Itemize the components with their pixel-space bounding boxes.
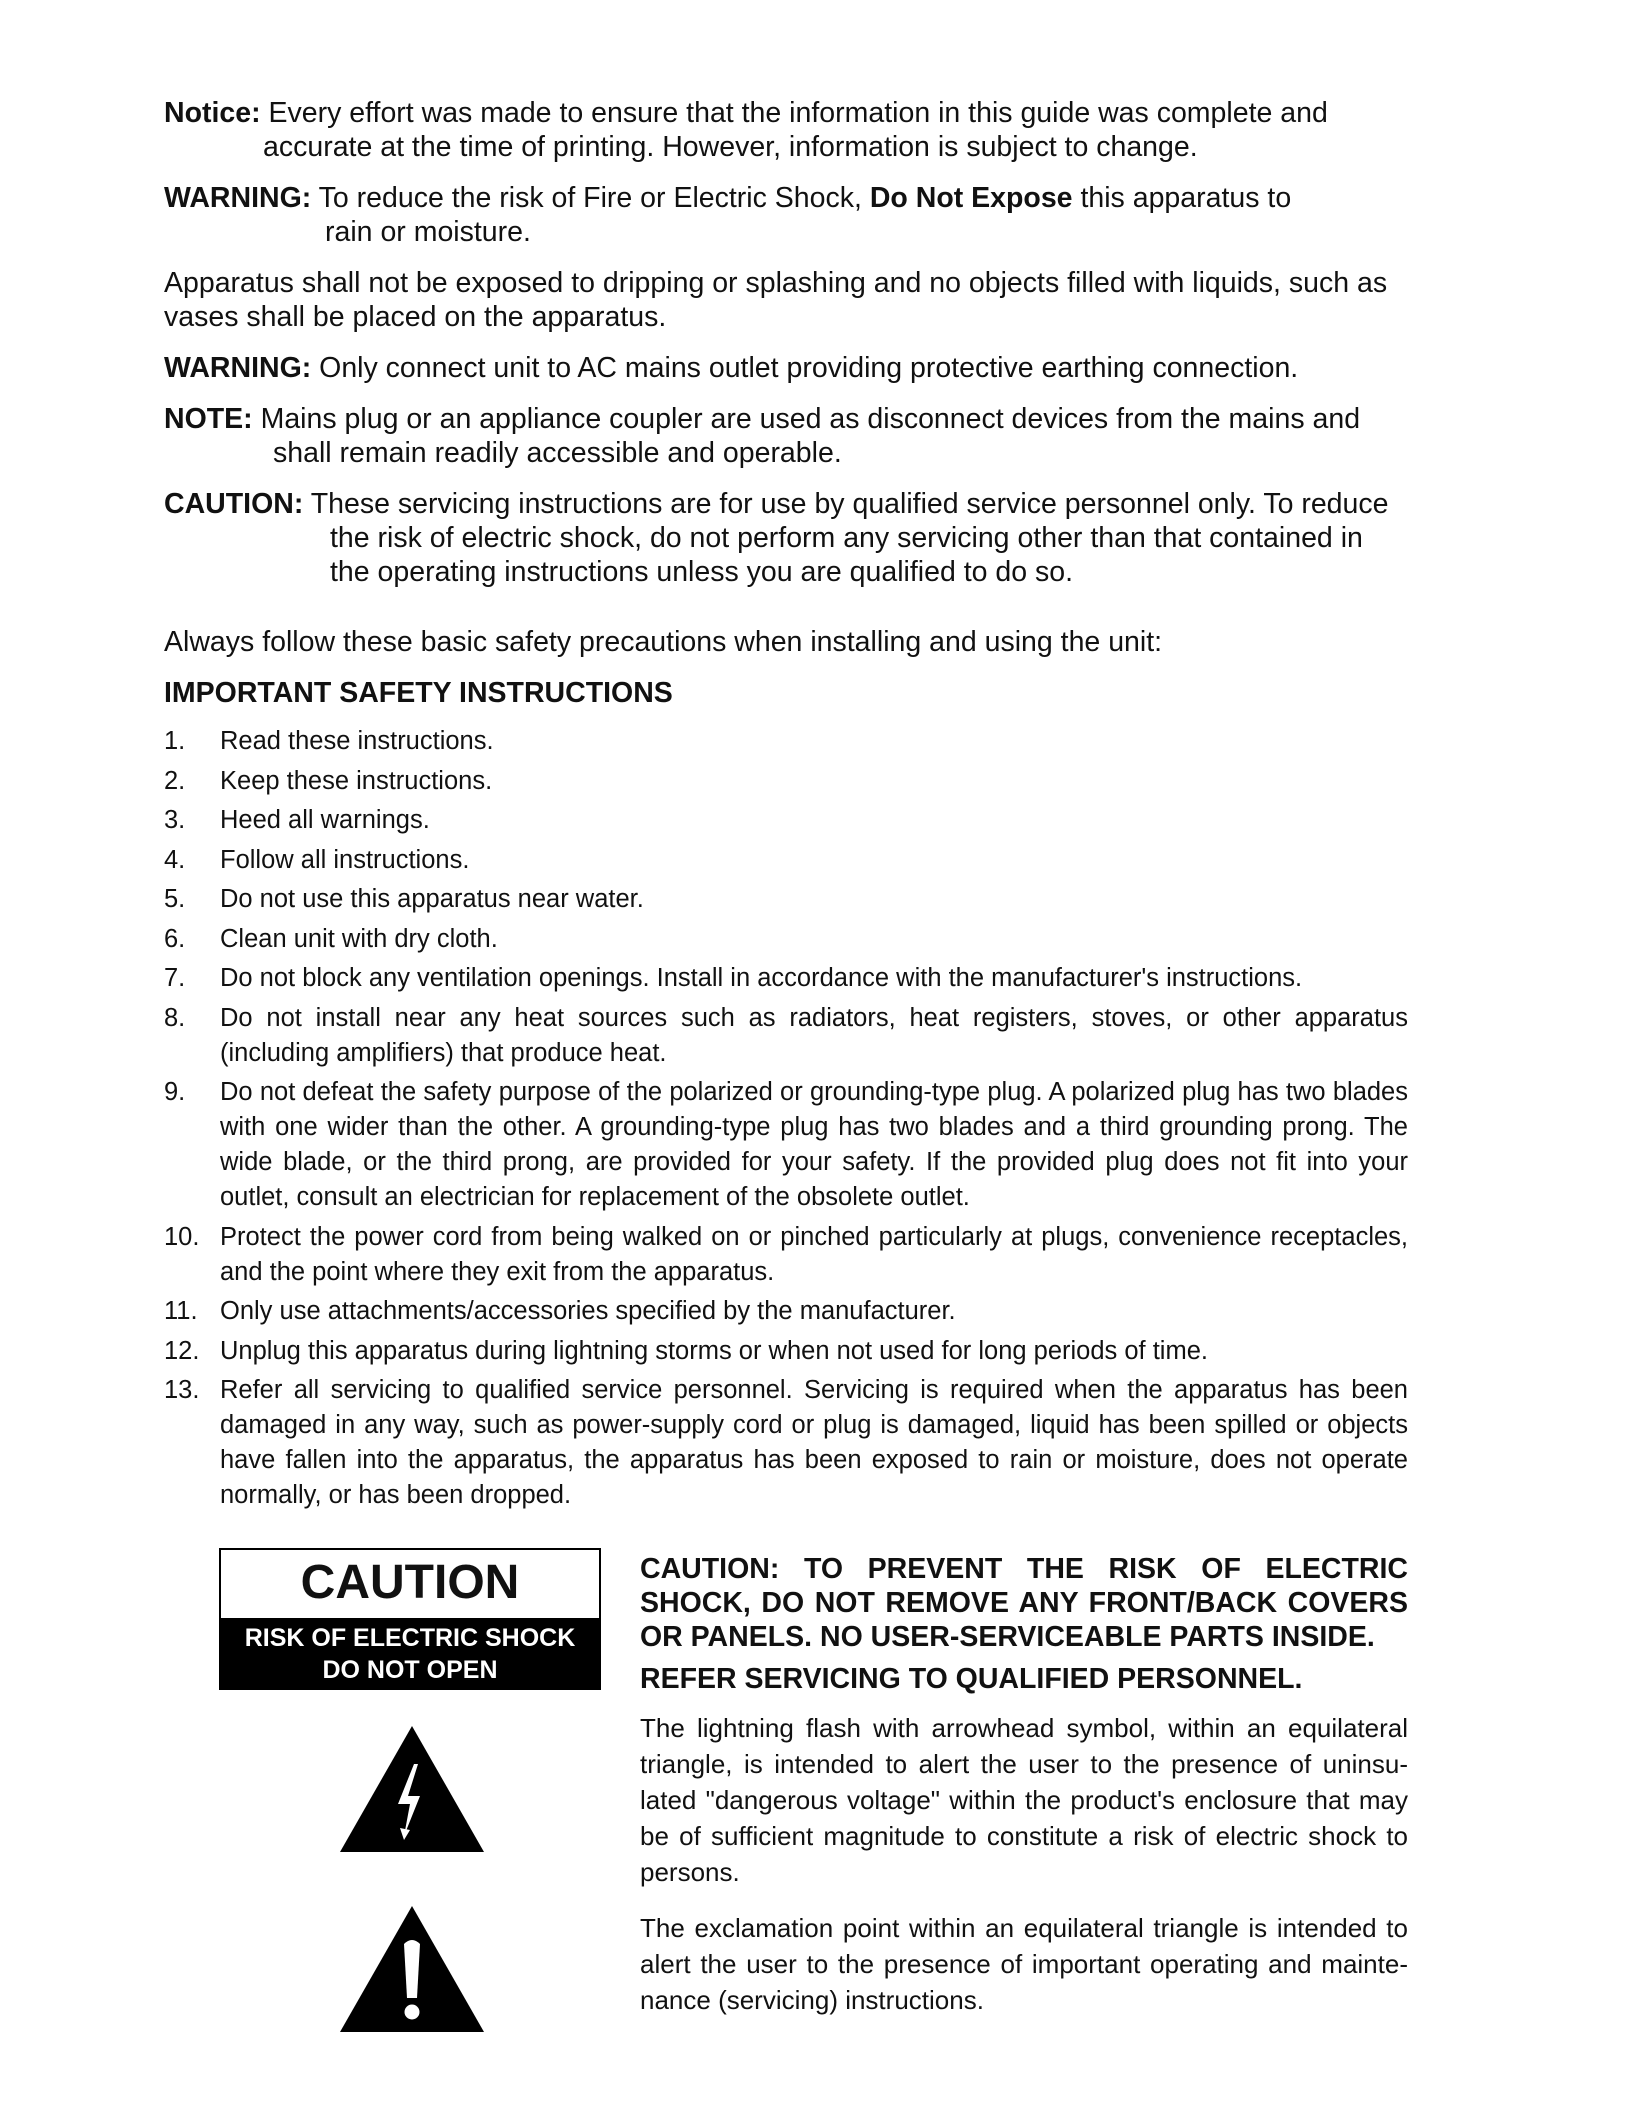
safety-item-text: Heed all warnings. — [220, 806, 430, 834]
warning-fire-post: this apparatus to — [1072, 182, 1292, 214]
caution-statement-line-2: SHOCK, DO NOT REMOVE ANY FRONT/BACK COVERS — [640, 1587, 1408, 1619]
caution-line-3: the operating instructions unless you are qualified to do so. — [330, 556, 1074, 588]
do-not-expose: Do Not Expose — [869, 182, 1073, 214]
symbols-section — [164, 1548, 1408, 2028]
safety-item — [164, 882, 1408, 917]
caution-statement-line-1: CAUTION: TO PREVENT THE RISK OF ELECTRIC — [640, 1553, 1408, 1585]
warning-fire-paragraph — [164, 181, 1408, 249]
safety-item-number: 1. — [164, 727, 186, 755]
safety-item — [164, 1075, 1408, 1215]
safety-item-text: Only use attachments/accessories specified by the manufacturer. — [220, 1297, 956, 1325]
notice-line-1: Every effort was made to ensure that the information in this guide was complete and — [260, 97, 1328, 129]
safety-item — [164, 843, 1408, 878]
caution-statement-line-3: OR PANELS. NO USER-SERVICEABLE PARTS INSIDE. — [640, 1621, 1375, 1653]
caution-box-line-1: RISK OF ELECTRIC SHOCK — [244, 1624, 576, 1652]
safety-page — [164, 96, 1408, 1518]
safety-instructions-title: IMPORTANT SAFETY INSTRUCTIONS — [164, 677, 673, 709]
exclamation-triangle-icon — [340, 1906, 484, 2032]
safety-item-text: Keep these instructions. — [220, 766, 493, 795]
note-paragraph — [164, 402, 1408, 470]
safety-item — [164, 1334, 1408, 1369]
safety-item-number: 3. — [164, 806, 186, 834]
safety-item — [164, 922, 1408, 957]
refer-servicing-text: REFER SERVICING TO QUALIFIED PERSONNEL. — [640, 1663, 1303, 1695]
apparatus-paragraph: Apparatus shall not be exposed to dripping or splashing and no objects filled with liquids, such as vases shall be placed on the apparatus. — [164, 267, 1388, 333]
safety-item — [164, 1373, 1408, 1513]
safety-item-number: 12. — [164, 1336, 200, 1365]
safety-item-number: 6. — [164, 924, 186, 953]
note-line-2: shall remain readily accessible and operable. — [273, 437, 842, 469]
always-follow-text: Always follow these basic safety precautions when installing and using the unit: — [164, 626, 1163, 658]
safety-item — [164, 724, 1408, 759]
safety-item — [164, 1001, 1408, 1071]
safety-item-text: Follow all instructions. — [220, 845, 470, 874]
safety-item — [164, 764, 1408, 799]
caution-paragraph — [164, 487, 1408, 589]
safety-item-text: Protect the power cord from being walked on or pinched particularly at plugs, convenience receptacles, and the point where they exit from the apparatus. — [220, 1222, 1408, 1286]
safety-item-text: Do not block any ventilation openings. Install in accordance with the manufacturer's instructions. — [220, 964, 1303, 992]
safety-item-number: 7. — [164, 964, 186, 992]
exclamation-description: The exclamation point within an equilateral triangle is intended to alert the user to the presence of important operating and mainte-nance (servicing) instructions. — [640, 1913, 1408, 2015]
caution-box-band — [221, 1618, 599, 1688]
safety-item-text: Read these instructions. — [220, 727, 494, 755]
safety-item-text: Do not install near any heat sources such as radiators, heat registers, stoves, or other apparatus (including amplifiers) that produce heat. — [220, 1003, 1408, 1067]
safety-item-number: 11. — [164, 1297, 198, 1325]
safety-item-number: 13. — [164, 1376, 200, 1404]
safety-item-text: Do not use this apparatus near water. — [220, 885, 644, 913]
safety-item — [164, 961, 1408, 996]
warning-ac-paragraph — [164, 351, 1408, 385]
caution-label: CAUTION: — [164, 488, 304, 520]
safety-item-number: 10. — [164, 1222, 200, 1251]
safety-item — [164, 803, 1408, 838]
safety-instructions-list — [164, 724, 1408, 1513]
safety-item-text: Unplug this apparatus during lightning storms or when not used for long periods of time. — [220, 1336, 1208, 1365]
caution-line-1: These servicing instructions are for use by qualified service personnel only. To reduce — [303, 488, 1389, 520]
safety-item-text: Refer all servicing to qualified service personnel. Servicing is required when the apparatus has been damaged in any way, such as power-supply cord or plug is damaged, liquid has been spilled or objects have fallen into the apparatus, the apparatus has been exposed to rain or moisture, does not operate normally, or has been dropped. — [220, 1376, 1408, 1509]
lightning-description: The lightning flash with arrowhead symbol, within an equilateral triangle, is intended to alert the user to the presence of uninsu-lated "dangerous voltage" within the product's enclosure that may be of sufficient magnitude to constitute a risk of electric shock to persons. — [640, 1713, 1408, 1887]
note-label: NOTE: — [164, 403, 253, 435]
safety-item — [164, 1294, 1408, 1329]
notice-line-2: accurate at the time of printing. However, information is subject to change. — [263, 131, 1198, 163]
safety-item-number: 9. — [164, 1078, 186, 1106]
note-line-1: Mains plug or an appliance coupler are used as disconnect devices from the mains and — [252, 403, 1361, 435]
safety-item-number: 8. — [164, 1003, 186, 1032]
safety-item-number: 5. — [164, 885, 186, 913]
notice-paragraph — [164, 96, 1408, 164]
safety-item-text: Do not defeat the safety purpose of the polarized or grounding-type plug. A polarized plug has two blades with one wider than the other. A grounding-type plug has two blades and a third grounding prong. The wide blade, or the third prong, are provided for your safety. If the provided plug does not fit into your outlet, consult an electrician for replacement of the obsolete outlet. — [220, 1078, 1408, 1211]
safety-item-text: Clean unit with dry cloth. — [220, 924, 498, 953]
caution-box-title: CAUTION — [300, 1556, 520, 1609]
warning-ac-text: Only connect unit to AC mains outlet providing protective earthing connection. — [311, 352, 1299, 384]
safety-item-number: 4. — [164, 845, 186, 874]
notice-label: Notice: — [164, 97, 261, 129]
safety-item-number: 2. — [164, 766, 186, 795]
warning-ac-label: WARNING: — [164, 352, 312, 384]
safety-item — [164, 1220, 1408, 1290]
warning-fire-line-2: rain or moisture. — [325, 216, 531, 248]
caution-line-2: the risk of electric shock, do not perform any servicing other than that contained in — [330, 522, 1363, 554]
caution-statement-column — [640, 1552, 1408, 2032]
warning-fire-text: To reduce the risk of Fire or Electric Shock, — [311, 182, 870, 214]
caution-label-box — [219, 1548, 601, 1690]
lightning-triangle-icon — [340, 1726, 484, 1852]
warning-label: WARNING: — [164, 182, 312, 214]
caution-box-line-2: DO NOT OPEN — [322, 1656, 498, 1684]
